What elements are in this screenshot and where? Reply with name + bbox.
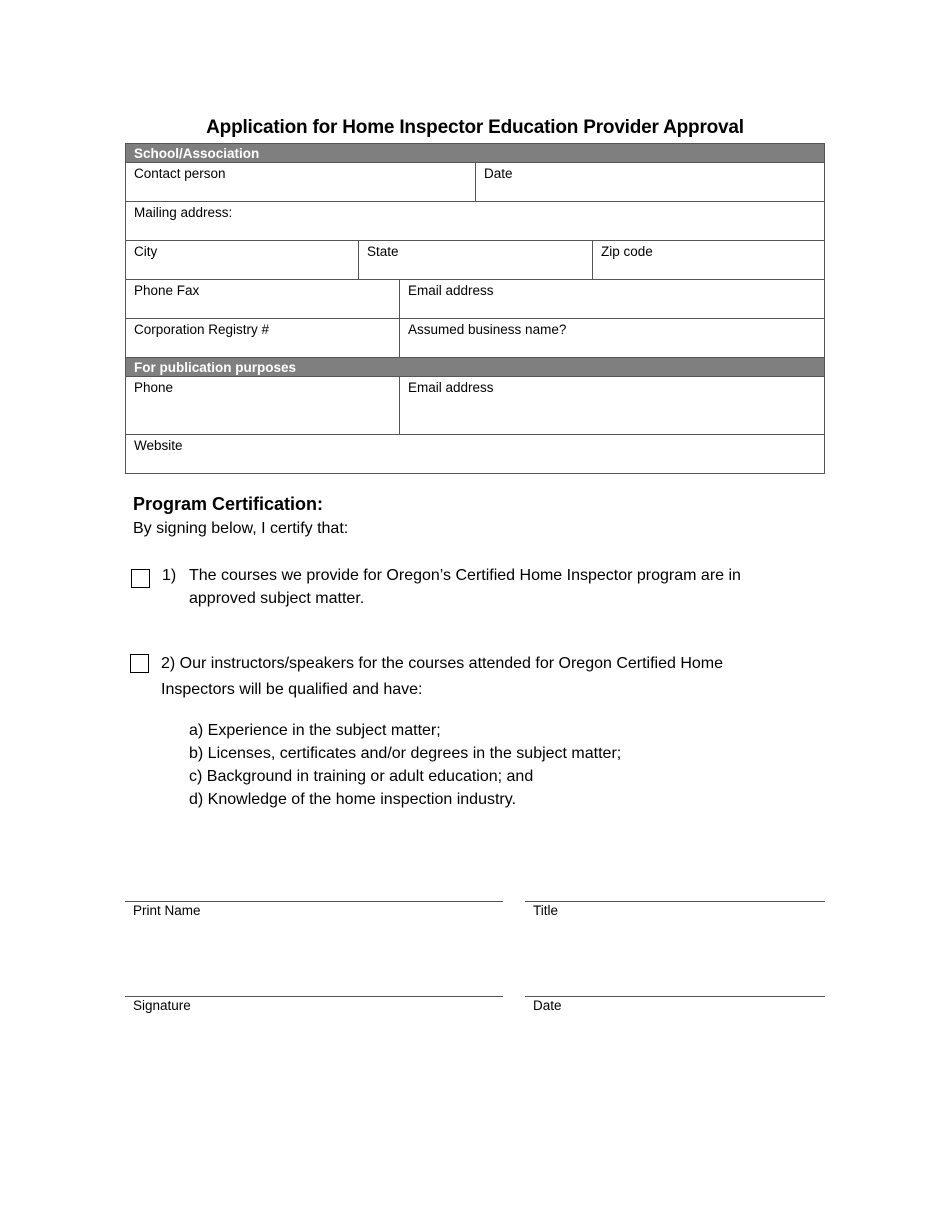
assumed-business-name-field[interactable]: Assumed business name? <box>408 322 567 337</box>
state-field[interactable]: State <box>359 241 593 279</box>
date-field[interactable]: Date <box>484 166 513 181</box>
certification-item-1-text: The courses we provide for Oregon’s Certified Home Inspector program are in approved subject matter. <box>189 567 741 607</box>
certify-instructors-checkbox[interactable] <box>130 654 149 673</box>
form-row-phone <box>126 280 824 319</box>
form-row-website <box>126 435 824 473</box>
signature-date-line[interactable] <box>525 996 825 997</box>
phone-fax-field[interactable]: Phone Fax <box>126 280 400 318</box>
certification-heading: Program Certification: <box>133 494 324 514</box>
qualification-item: b) Licenses, certificates and/or degrees in the subject matter; <box>189 745 622 762</box>
city-field[interactable]: City <box>126 241 359 279</box>
publication-email-field[interactable]: Email address <box>408 380 494 395</box>
publication-phone-field[interactable]: Phone <box>126 377 400 434</box>
signature-label: Signature <box>133 998 191 1013</box>
email-address-field[interactable]: Email address <box>408 283 494 298</box>
qualification-item: a) Experience in the subject matter; <box>189 722 441 739</box>
qualification-item: d) Knowledge of the home inspection industry. <box>189 791 517 808</box>
certification-item-2-text: 2) Our instructors/speakers for the courses attended for Oregon Certified Home Inspectors will be qualified and have: <box>161 655 724 698</box>
title-label: Title <box>533 903 559 918</box>
form-row-mailing <box>126 202 824 241</box>
page-title: Application for Home Inspector Education Provider Approval <box>206 117 744 138</box>
form-row-contact <box>126 163 824 202</box>
contact-person-field[interactable]: Contact person <box>126 163 476 201</box>
title-line[interactable] <box>525 901 825 902</box>
form-row-publication <box>126 377 824 435</box>
signature-date-label: Date <box>533 998 562 1013</box>
print-name-line[interactable] <box>125 901 503 902</box>
section-header-publication: For publication purposes <box>126 358 824 377</box>
website-field[interactable]: Website <box>134 438 183 453</box>
section-header-school: School/Association <box>126 144 824 163</box>
application-form <box>125 143 825 474</box>
zip-code-field[interactable]: Zip code <box>601 244 653 259</box>
certify-courses-checkbox[interactable] <box>131 569 150 588</box>
qualification-list <box>189 719 621 811</box>
form-row-corporation <box>126 319 824 358</box>
mailing-address-field[interactable]: Mailing address: <box>134 205 233 220</box>
certification-item-1-number: 1) <box>162 567 177 584</box>
qualification-item: c) Background in training or adult education; and <box>189 768 534 785</box>
signature-line[interactable] <box>125 996 503 997</box>
certification-intro: By signing below, I certify that: <box>133 520 349 537</box>
print-name-label: Print Name <box>133 903 201 918</box>
form-row-city <box>126 241 824 280</box>
corporation-registry-field[interactable]: Corporation Registry # <box>126 319 400 357</box>
